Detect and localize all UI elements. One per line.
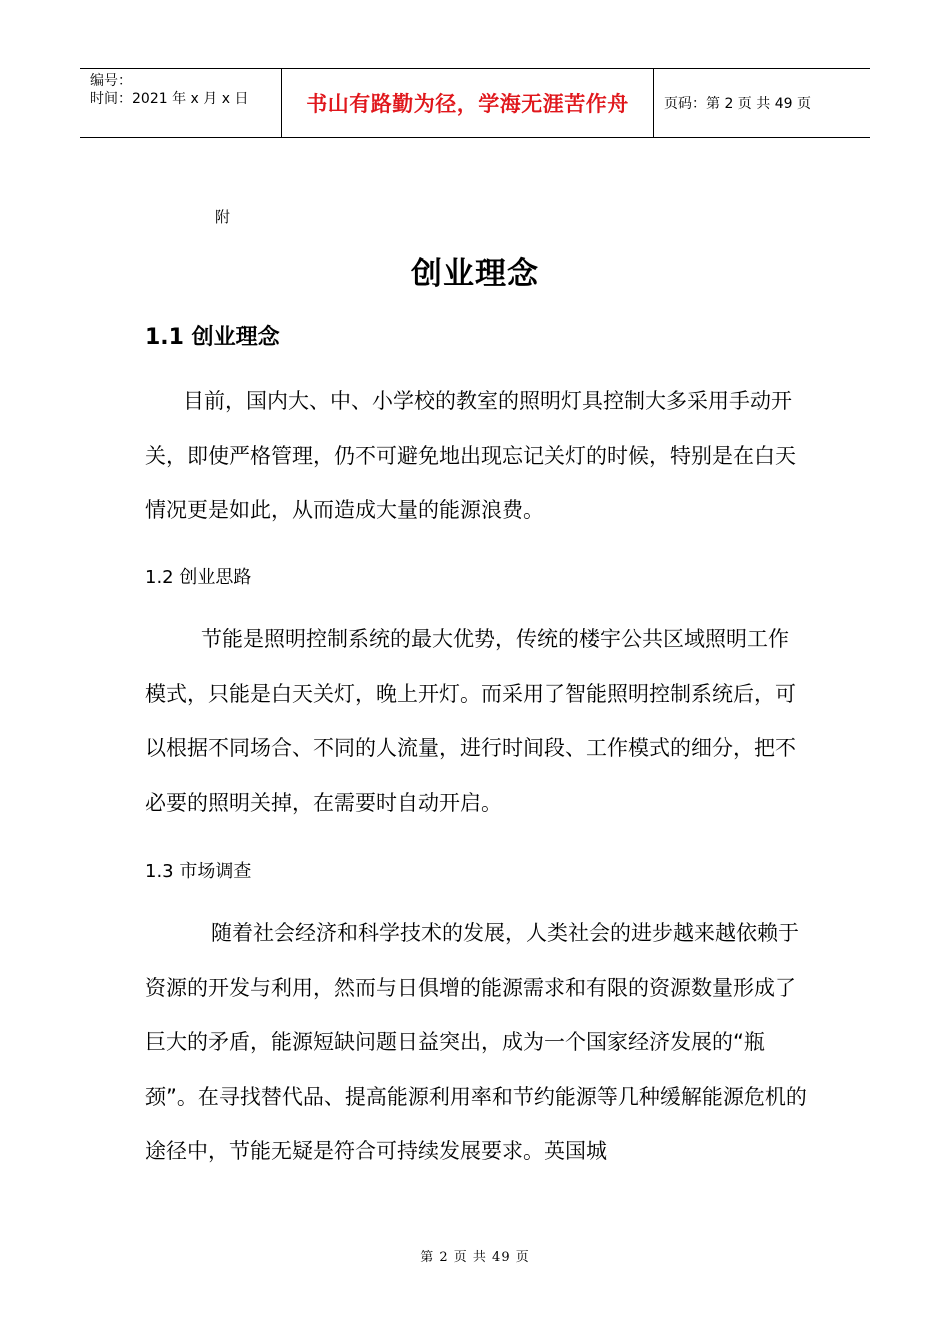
paragraph-3: 随着社会经济和科学技术的发展，人类社会的进步越来越依赖于资源的开发与利用，然而与日俱增的能源需求和有限的资源数量形成了巨大的矛盾，能源短缺问题日益突出，成为一个国家经济发展的“瓶颈”。在寻找替代品、提高能源利用率和节约能源等几种缓解能源危机的途径中，节能无疑是符合可持续发展要求。英国城: [145, 921, 807, 1163]
document-header: [80, 68, 870, 138]
section-heading-1-3: 1.3 市场调查: [145, 861, 252, 882]
page-title: 创业理念: [411, 256, 539, 292]
page-footer: 第 2 页 共 49 页: [420, 1250, 530, 1265]
document-date-label: 时间：2021 年 x 月 x 日: [90, 91, 249, 107]
section-heading-1-2: 1.2 创业思路: [145, 567, 252, 588]
document-number-label: 编号：: [90, 73, 132, 89]
appendix-mark: 附: [215, 208, 231, 226]
header-page-info: 页码：第 2 页 共 49 页: [664, 96, 811, 112]
paragraph-2: 节能是照明控制系统的最大优势，传统的楼宇公共区域照明工作模式，只能是白天关灯，晚上开灯。而采用了智能照明控制系统后，可以根据不同场合、不同的人流量，进行时间段、工作模式的细分，把不必要的照明关掉，在需要时自动开启。: [145, 627, 796, 815]
section-heading-1-1: 1.1 创业理念: [145, 325, 280, 350]
paragraph-1: 目前，国内大、中、小学校的教室的照明灯具控制大多采用手动开关，即使严格管理，仍不可避免地出现忘记关灯的时候，特别是在白天情况更是如此，从而造成大量的能源浪费。: [145, 389, 796, 522]
header-motto: 书山有路勤为径，学海无涯苦作舟: [281, 69, 654, 137]
header-meta-cell: [80, 69, 281, 137]
